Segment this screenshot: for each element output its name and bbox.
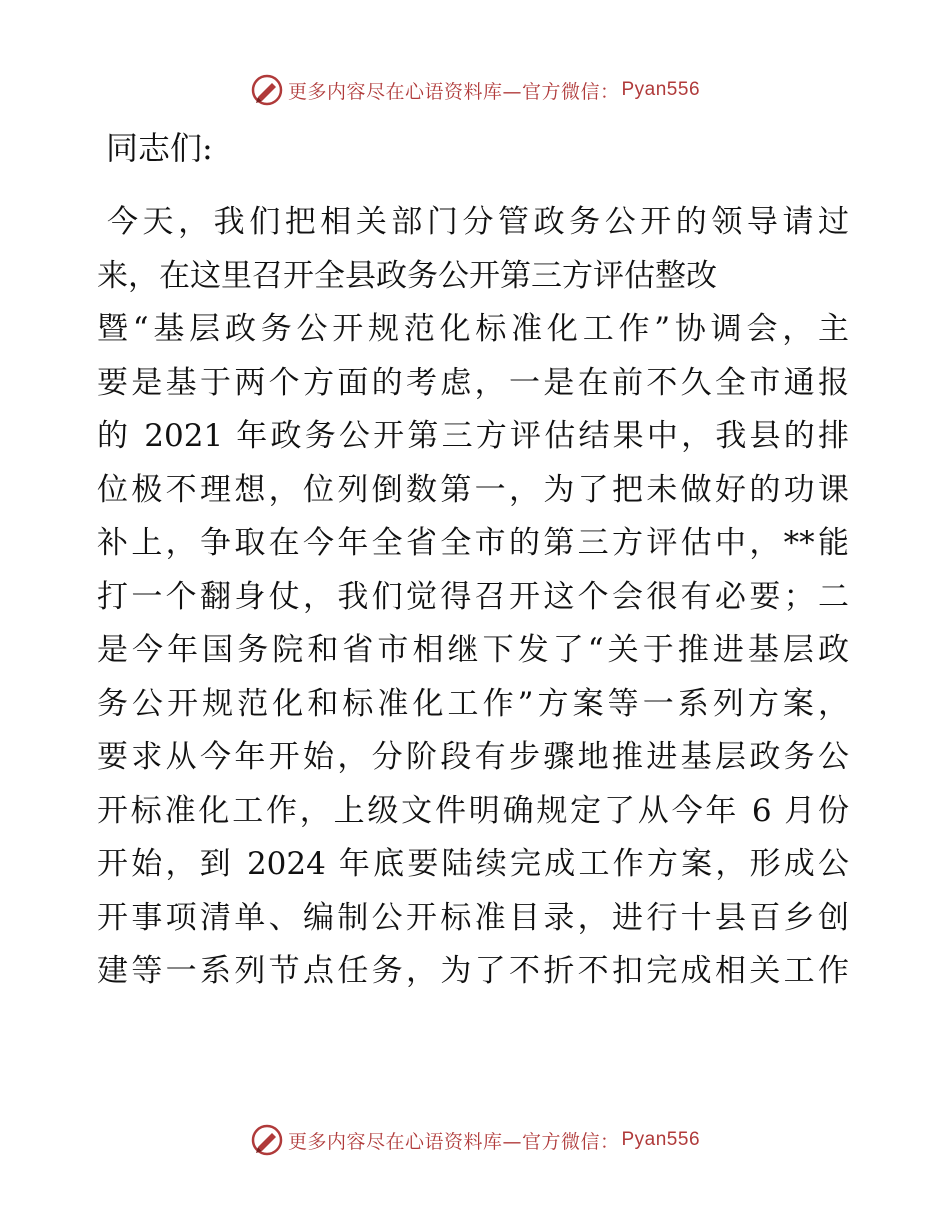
- footer-watermark: [0, 1120, 950, 1160]
- body-line: 今天，我们把相关部门分管政务公开的领导请过: [107, 204, 849, 240]
- watermark-wechat-id: Pyan556: [621, 1129, 701, 1150]
- speech-body: [97, 196, 849, 999]
- body-line: 打一个翻身仗，我们觉得召开这个会很有必要；二: [97, 578, 849, 615]
- body-line: 开始，到 2024 年底要陆续完成工作方案，形成公: [97, 846, 849, 882]
- watermark-wechat-id: Pyan556: [621, 79, 701, 100]
- body-line: 是今年国务院和省市相继下发了“关于推进基层政: [97, 632, 849, 668]
- body-line: 要是基于两个方面的考虑，一是在前不久全市通报: [97, 364, 849, 401]
- body-line: 建等一系列节点任务，为了不折不扣完成相关工作: [97, 953, 849, 989]
- body-line: 的 2021 年政务公开第三方评估结果中，我县的排: [97, 418, 849, 454]
- pen-logo-icon: [250, 1123, 284, 1157]
- watermark-text: 更多内容尽在心语资料库—官方微信：: [287, 80, 620, 103]
- header-watermark: [0, 70, 950, 110]
- body-line: 开事项清单、编制公开标准目录，进行十县百乡创: [97, 899, 849, 936]
- pen-logo-icon: [250, 73, 284, 107]
- watermark-text: 更多内容尽在心语资料库—官方微信：: [287, 1130, 620, 1153]
- body-line: 要求从今年开始，分阶段有步骤地推进基层政务公: [97, 739, 849, 775]
- body-line: 暨“基层政务公开规范化标准化工作”协调会，主: [97, 311, 849, 347]
- body-line: 开标准化工作，上级文件明确规定了从今年 6 月份: [97, 792, 849, 829]
- body-line: 来，在这里召开全县政务公开第三方评估整改: [97, 257, 717, 294]
- body-line: 务公开规范化和标准化工作”方案等一系列方案，: [97, 685, 849, 722]
- body-line: 补上，争取在今年全省全市的第三方评估中，**能: [97, 525, 849, 561]
- salutation: 同志们:: [106, 129, 213, 167]
- body-line: 位极不理想，位列倒数第一，为了把未做好的功课: [97, 471, 849, 508]
